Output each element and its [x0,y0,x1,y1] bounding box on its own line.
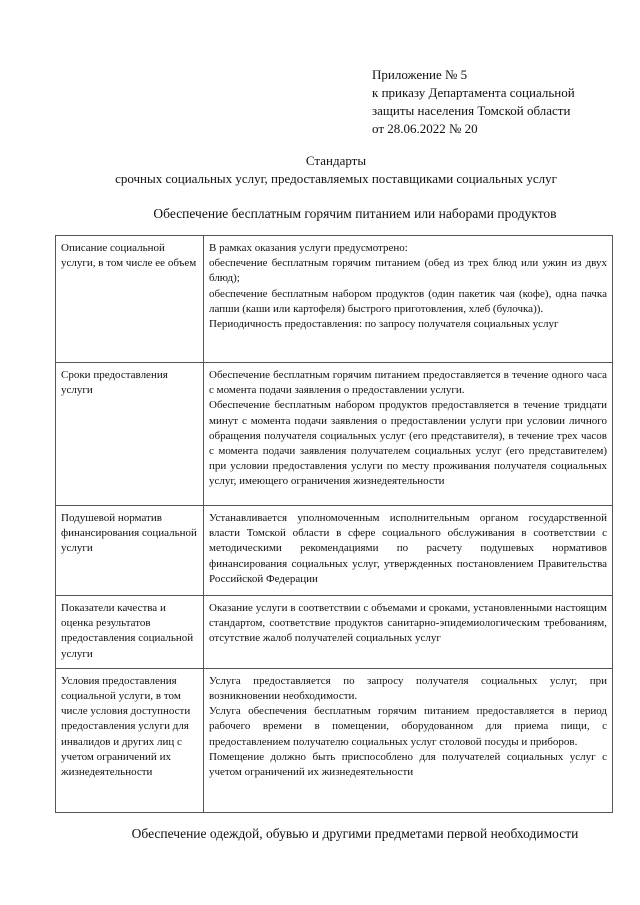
appendix-line: защиты населения Томской области [372,103,571,118]
row-paragraph: Оказание услуги в соответствии с объемами и сроками, установленными настоящим стандартом, соответствие продуктов санитарно-эпидемиологическим требованиям, отсутствие жалоб получателей социальных услуг [209,602,607,645]
row-content [204,596,613,669]
row-paragraph: Периодичность предоставления: по запросу получателя социальных услуг [209,318,559,331]
title-line-1: Стандарты [305,153,367,168]
row-label: Подушевой норматив финансирования социальной услуги [56,506,204,596]
table-row [56,596,613,669]
title-line-2: срочных социальных услуг, предоставляемых поставщиками социальных услуг [115,171,557,186]
section-heading-clothing: Обеспечение одеждой, обувью и другими предметами первой необходимости [131,826,579,841]
row-label: Сроки предоставления услуги [56,363,204,506]
row-label: Условия предоставления социальной услуги, в том числе условия доступности предоставления услуги для инвалидов и других лиц с учетом ограничений их жизнедеятельности [56,668,204,812]
row-content [204,668,613,812]
row-paragraph: Обеспечение бесплатным набором продуктов предоставляется в течение тридцати минут с момента подачи заявления о предоставлении услуги при условии личного обращения получателя социальных услуг (его представителя), в течение трех часов с момента подачи заявления получателем социальных услуг (его представителем) при условии предоставления услуги по месту проживания получателя социальных услуг, имеющего ограничения жизнедеятельности [209,399,607,488]
row-label: Показатели качества и оценка результатов предоставления социальной услуги [56,596,204,669]
row-paragraph: Услуга обеспечения бесплатным горячим питанием предоставляется в период рабочего времени в помещении, оборудованном для приема пищи, с предоставлением получателю социальных услуг столовой посуды и приборов. [209,705,607,748]
standard-table [55,235,613,813]
table-row [56,236,613,363]
row-label: Описание социальной услуги, в том числе ее объем [56,236,204,363]
row-paragraph: Обеспечение бесплатным горячим питанием предоставляется в течение одного часа с момента подачи заявления о предоставлении услуги. [209,369,607,397]
row-paragraph: Услуга предоставляется по запросу получателя социальных услуг, при возникновении необходимости. [209,674,607,703]
row-content [204,363,613,506]
document-title [0,152,640,188]
appendix-line: к приказу Департамента социальной [372,85,575,100]
row-paragraph: обеспечение бесплатным набором продуктов (один пакетик чая (кофе), одна пачка лапши (каши или картофеля) быстрого приготовления, хлеб (булочка)). [209,287,607,315]
row-paragraph: Помещение должно быть приспособлено для получателей социальных услуг с учетом ограничений их жизнедеятельности [209,750,607,779]
appendix-line: Приложение № 5 [372,67,468,82]
section-heading-food: Обеспечение бесплатным горячим питанием или наборами продуктов [153,206,557,221]
row-content [204,236,613,363]
row-paragraph: В рамках оказания услуги предусмотрено: [209,242,408,254]
row-paragraph: Устанавливается уполномоченным исполнительным органом государственной власти Томской области в сфере социального обслуживания в соответствии с методическими рекомендациями по расчету подушевых нормативов финансирования социальных услуг, утвержденных постановлением Правительства Российской Федерации [209,512,607,585]
appendix-block [372,66,575,138]
row-paragraph: обеспечение бесплатным горячим питанием (обед из трех блюд или ужин из двух блюд); [209,257,607,285]
table-row [56,506,613,596]
table-row [56,668,613,812]
appendix-line: от 28.06.2022 № 20 [372,121,478,136]
table-row [56,363,613,506]
row-content [204,506,613,596]
